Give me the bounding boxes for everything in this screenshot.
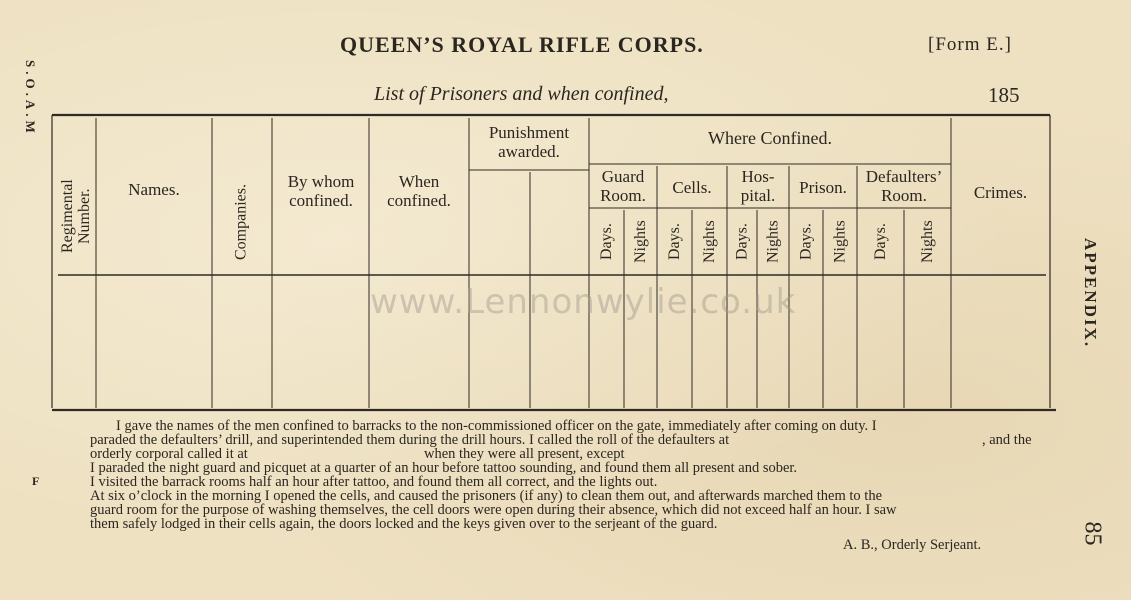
page-number: 85: [1079, 521, 1106, 546]
right-margin-appendix: APPENDIX.: [1081, 238, 1100, 349]
guard-room-days: Days.: [598, 223, 615, 261]
text-line-4: I paraded the night guard and picquet at a quarter of an hour before tattoo sounding, and found them all present and sober.: [90, 460, 798, 476]
text-line-6: At six o’clock in the morning I opened the cells, and caused the prisoners (if any) to clean them out, and afterwards marched them to the: [90, 488, 883, 504]
page-title: QUEEN’S ROYAL RIFLE CORPS.: [340, 32, 704, 57]
watermark: www.Lennonwylie.co.uk: [370, 282, 797, 322]
header-names: Names.: [128, 180, 180, 199]
prison-days: Days.: [797, 223, 815, 261]
header-prison: Prison.: [799, 178, 847, 197]
header-punishment-awarded: Punishment awarded.: [488, 123, 570, 161]
text-line-1: I gave the names of the men confined to barracks to the non-commissioned officer on the gate, immediately after coming on duty. I: [116, 418, 877, 434]
hospital-days: Days.: [733, 223, 751, 261]
text-line-2-end: , and the: [982, 432, 1032, 448]
header-hospital: Hos-pital.: [740, 167, 776, 205]
text-line-7: guard room for the purpose of washing themselves, the cell doors were open during their absence, which did not exceed half an hour. I saw: [90, 502, 897, 518]
left-margin-letter: F: [32, 474, 40, 488]
signature: A. B., Orderly Serjeant.: [843, 537, 982, 553]
header-where-confined: Where Confined.: [708, 128, 832, 148]
defaulters-room-nights: Nights: [919, 220, 936, 264]
hospital-nights: Nights: [764, 220, 782, 264]
header-crimes: Crimes.: [973, 183, 1028, 202]
cells-nights: Nights: [701, 220, 718, 264]
defaulters-room-days: Days.: [872, 223, 889, 261]
text-line-3a: orderly corporal called it at: [90, 446, 248, 462]
text-line-2: paraded the defaulters’ drill, and superintended them during the drill hours. I called the roll of the defaulters at: [90, 432, 730, 448]
page-subtitle: List of Prisoners and when confined,: [374, 83, 669, 105]
form-label: [Form E.]: [928, 34, 1012, 55]
text-line-5: I visited the barrack rooms half an hour after tattoo, and found them all correct, and the lights out.: [90, 474, 658, 490]
prison-nights: Nights: [831, 220, 849, 264]
left-margin-text: S.O.A.M: [23, 60, 38, 137]
header-by-whom-confined: By whom confined.: [287, 172, 355, 210]
header-guard-room: Guard Room.: [600, 167, 646, 205]
header-regimental-number: Regimental Number.: [59, 179, 93, 253]
header-when-confined: When confined.: [387, 172, 451, 210]
header-companies: Companies.: [232, 184, 250, 261]
guard-room-nights: Nights: [632, 220, 649, 264]
header-defaulters-room: Defaulters’ Room.: [865, 167, 943, 205]
text-line-8: them safely lodged in their cells again, the doors locked and the keys given over to the serjeant of the guard.: [90, 516, 718, 532]
text-line-3b: when they were all present, except: [424, 446, 625, 462]
year-label: 185: [988, 83, 1020, 107]
cells-days: Days.: [666, 223, 683, 261]
header-cells: Cells.: [672, 178, 712, 197]
